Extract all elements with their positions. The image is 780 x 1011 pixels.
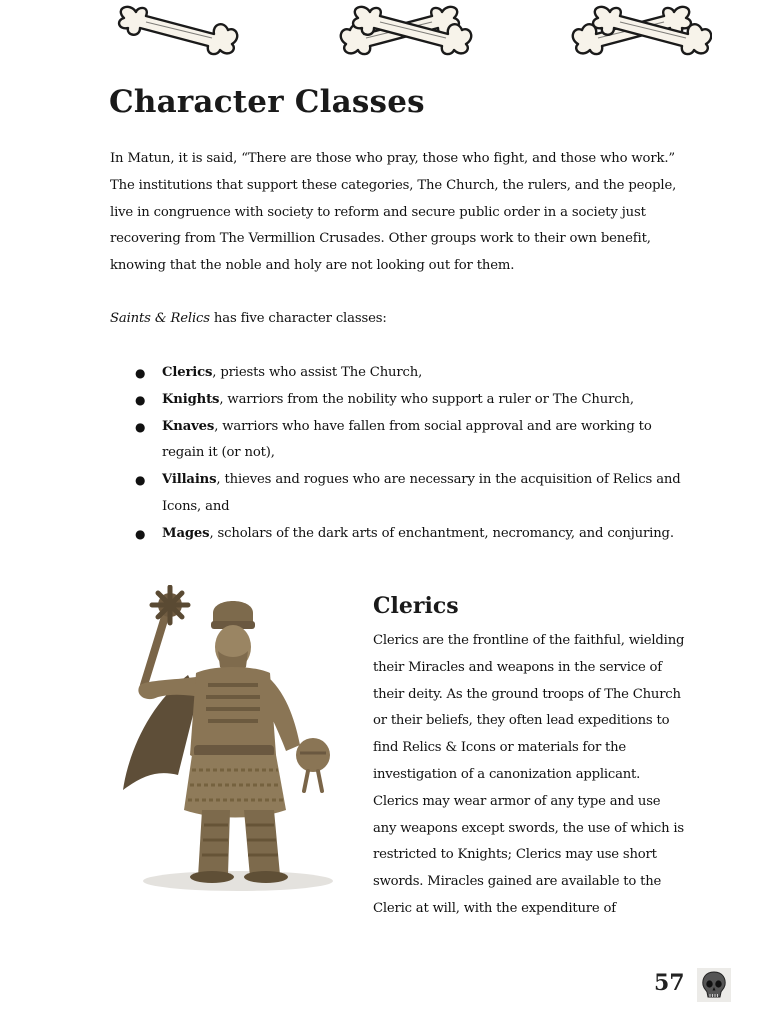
class-name: Knights [162, 391, 220, 407]
class-count-text: has five character classes: [209, 311, 387, 326]
bullet-icon: ● [135, 392, 146, 407]
class-name: Clerics [162, 365, 213, 380]
list-item [110, 360, 690, 387]
class-desc: , warriors from the nobility who support a ruler or The Church, [219, 391, 634, 407]
class-desc: , priests who assist The Church, [212, 365, 423, 380]
class-list [110, 360, 690, 548]
intro-paragraph: In Matun, it is said, “There are those who pray, those who fight, and those who work.” The institutions that support these categories, The Church, the rulers, and the people, live in congruence with society to reform and secure public order in a society just recovering from The Vermillion Crusades. Other groups work to their own benefit, knowing that the noble and holy are not looking out for them. [110, 151, 677, 274]
book-title: Saints & Relics [110, 311, 210, 326]
page-title: Character Classes [109, 84, 425, 120]
list-item [110, 414, 690, 468]
class-desc: , scholars of the dark arts of enchantment, necromancy, and conjuring. [209, 525, 674, 541]
class-desc: , thieves and rogues who are necessary in the acquisition of Relics and Icons, and [162, 472, 681, 514]
bone-5-icon [593, 7, 711, 54]
bullet-icon: ● [135, 473, 146, 488]
class-count-line [110, 306, 387, 333]
class-desc: , warriors who have fallen from social approval and are working to regain it (or not), [162, 418, 652, 461]
list-item [110, 387, 690, 414]
list-item [110, 521, 690, 548]
cleric-miniature-figure [118, 585, 348, 900]
class-name: Mages [162, 525, 210, 541]
bullet-icon: ● [135, 526, 146, 541]
bone-border-icon [112, 0, 712, 56]
class-name: Villains [162, 472, 217, 488]
list-item [110, 467, 690, 521]
bullet-icon: ● [135, 366, 146, 380]
bullet-icon: ● [135, 419, 146, 434]
page-number: 57 [654, 970, 685, 996]
class-name: Knaves [162, 418, 215, 434]
bone-1-icon [119, 7, 237, 54]
section-body: Clerics are the frontline of the faithful, wielding their Miracles and weapons in the service of their deity. As the ground troops of The Church or their beliefs, they often lead expeditions to find Relics & Icons or materials for the investigation of a canonization applicant. Clerics may wear armor of any type and use any weapons except swords, the use of which is restricted to Knights; Clerics may use short swords. Miracles gained are available to the Cleric at will, with the expenditure of [373, 633, 685, 916]
skull-icon [697, 968, 731, 1002]
section-heading: Clerics [373, 593, 459, 619]
